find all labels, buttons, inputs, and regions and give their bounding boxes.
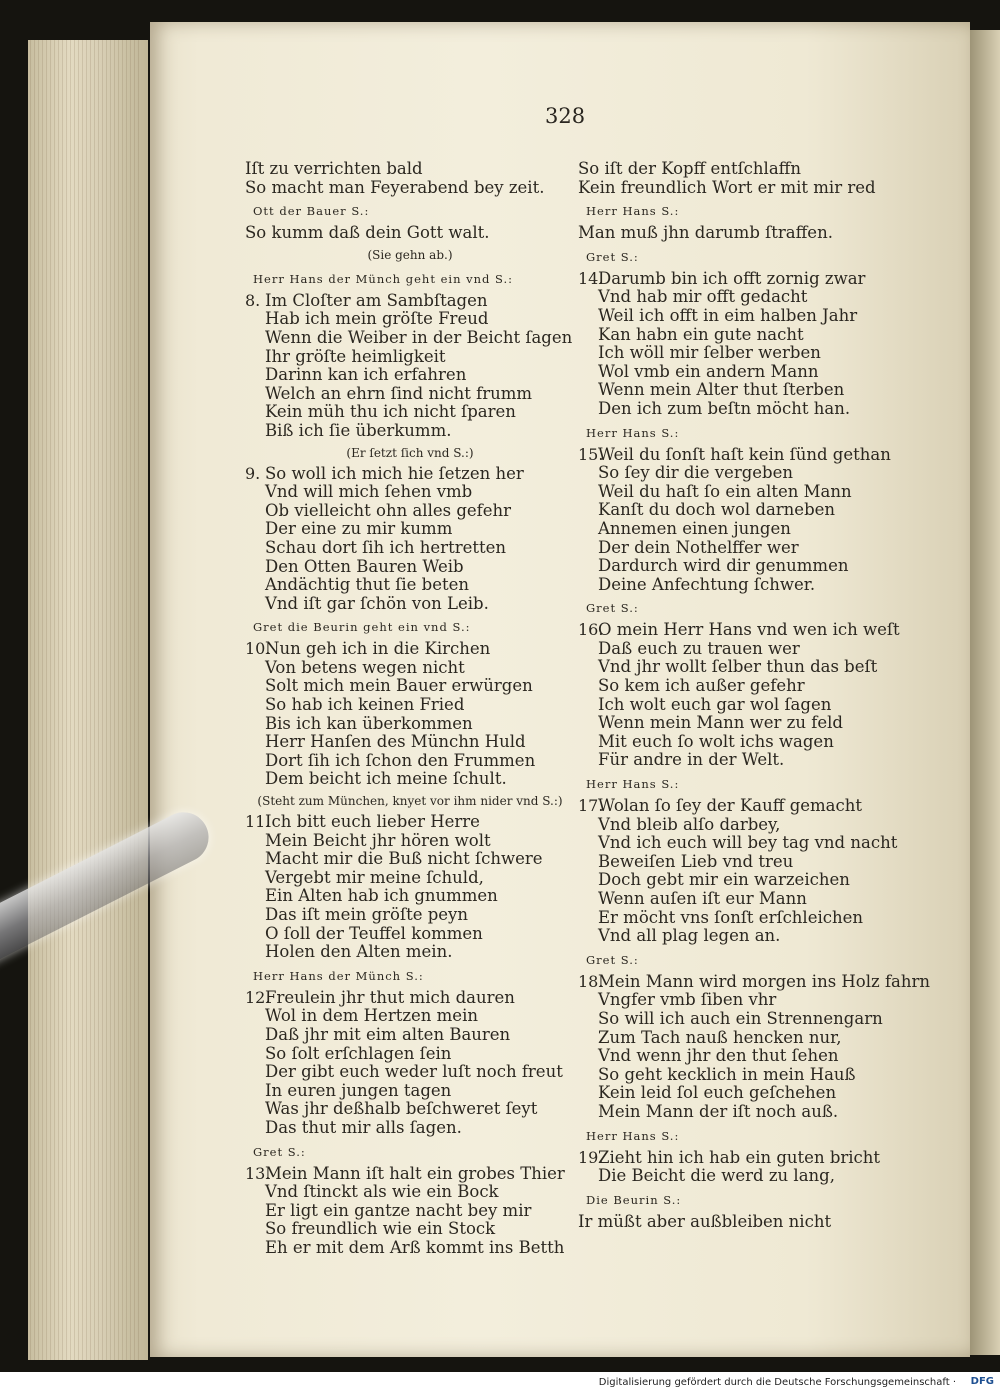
verse-line: Vnd all plag legen an.: [598, 926, 781, 946]
verse-line: Kanſt du doch wol darneben: [598, 500, 836, 520]
verse-number: 11.: [245, 812, 271, 832]
verse-line: [245, 813, 575, 832]
verse-line: [245, 1165, 575, 1184]
verse-line: Welch an ehrn ſind nicht frumm: [265, 383, 533, 403]
verse-line: So kem ich außer gefehr: [598, 676, 805, 696]
verse-line: Das iſt mein gröſte peyn: [265, 905, 469, 924]
verse-line: Den Otten Bauren Weib: [265, 556, 464, 576]
verse-number: 12.: [245, 987, 271, 1007]
verse-line: Macht mir die Buß nicht ſchwere: [265, 849, 543, 869]
verse-line: Vnd wenn jhr den thut ſehen: [598, 1046, 839, 1066]
speaker-heading: Gret die Beurin geht ein vnd S.:: [253, 620, 471, 635]
verse-line: Daß euch zu trauen wer: [598, 638, 800, 658]
verse-line: Ihr gröſte heimligkeit: [265, 346, 446, 366]
verse-line: Holen den Alten mein.: [265, 942, 453, 962]
verse-line: Wenn die Weiber in der Beicht ſagen: [265, 327, 573, 347]
verse-line: Wenn auſen iſt eur Mann: [598, 889, 807, 908]
verse: [245, 1165, 575, 1258]
verse-number: 10.: [245, 639, 271, 659]
speaker-heading: Herr Hans S.:: [586, 777, 680, 792]
verse-line: Schau dort ſih ich hertretten: [265, 537, 506, 557]
verse: [578, 446, 908, 595]
verse-line: Der eine zu mir kumm: [265, 519, 453, 539]
verse-line: Wol in dem Hertzen mein: [265, 1006, 478, 1026]
verse-line: Kein leid ſol euch geſchehen: [598, 1083, 837, 1103]
verse-line: Vnd ſtinckt als wie ein Bock: [265, 1182, 499, 1202]
verse-line-text: Im Cloſter am Sambſtagen: [265, 290, 488, 310]
verse-line: [578, 446, 908, 465]
verse-line: [578, 971, 931, 992]
verse-line: Vnd ich euch will bey tag vnd nacht: [598, 833, 898, 853]
verse-line: Weil du haſt ſo ein alten Mann: [598, 481, 852, 501]
verse-line: Zum Tach nauß hencken nur,: [598, 1027, 842, 1047]
verse-line: So will ich auch ein Strennengarn: [598, 1008, 883, 1028]
text-line: Ir müßt aber außbleiben nicht: [578, 1211, 832, 1231]
speaker-heading: Herr Hans S.:: [586, 204, 680, 219]
verse-line: Weil ich offt in eim halben Jahr: [598, 305, 858, 325]
verse: [245, 989, 575, 1138]
verse: [578, 621, 908, 770]
verse-number: 16.: [578, 620, 604, 640]
verse-line: Vnd bleib alſo darbey,: [598, 814, 781, 834]
verse-line: Dem beicht ich meine ſchult.: [265, 769, 507, 789]
verse-line-text: Nun geh ich in die Kirchen: [265, 639, 491, 659]
verse-line: So freundlich wie ein Stock: [265, 1219, 496, 1239]
page-number: 328: [545, 104, 586, 128]
verse-line: Der dein Nothelffer wer: [598, 537, 799, 557]
speaker-heading: Die Beurin S.:: [586, 1192, 682, 1207]
verse: [578, 797, 908, 946]
verse-line: Biß ich ſie überkumm.: [265, 420, 452, 440]
verse-line: Ob vielleicht ohn alles gefehr: [265, 500, 512, 520]
verse-line: Dardurch wird dir genummen: [598, 556, 849, 576]
verse-line: Mein Beicht jhr hören wolt: [265, 830, 491, 850]
verse-line: Was jhr deßhalb beſchweret ſeyt: [265, 1099, 538, 1119]
verse-line: Deine Anfechtung ſchwer.: [598, 574, 816, 594]
verse: [245, 292, 575, 441]
verse-line: Mein Mann der iſt noch auß.: [598, 1101, 839, 1121]
verse-line: So ſey dir die vergeben: [598, 463, 793, 483]
verse-line: Solt mich mein Bauer erwürgen: [265, 676, 533, 696]
verse-line: Das thut mir alls ſagen.: [265, 1117, 462, 1137]
speaker-heading: Gret S.:: [586, 249, 639, 264]
verse-line: Die Beicht die werd zu lang,: [598, 1166, 835, 1186]
verse-line: Herr Hanſen des Münchn Huld: [265, 732, 526, 752]
verse: [245, 640, 575, 789]
facing-page-edge: [970, 30, 1000, 1355]
verse-line-text: Wolan ſo ſey der Kauff gemacht: [598, 796, 863, 816]
verse-line: Bis ich kan überkommen: [265, 713, 473, 733]
verse: [245, 465, 575, 614]
stage-direction: (Sie gehn ab.): [367, 247, 453, 262]
verse-line: Hab ich mein gröſte Freud: [265, 309, 489, 329]
verse-line: Eh er mit dem Arß kommt ins Betth: [265, 1237, 565, 1257]
verse-line: Beweiſen Lieb vnd treu: [598, 851, 794, 871]
verse-line: Mit euch ſo wolt ichs wagen: [598, 731, 834, 751]
verse-line: Vnd jhr wollt ſelber thun das beſt: [598, 657, 878, 677]
verse-line: Darinn kan ich erfahren: [265, 365, 467, 385]
verse-number: 14.: [578, 268, 604, 288]
funding-notice: Digitalisierung gefördert durch die Deutsche Forschungsgemeinschaft ·: [598, 1377, 956, 1388]
text-line: Iſt zu verrichten bald: [245, 159, 423, 178]
verse-number: 17.: [578, 796, 604, 816]
verse-line: [578, 1149, 908, 1168]
verse-line: Annemen einen jungen: [598, 518, 791, 538]
verse-number: 13.: [245, 1163, 271, 1183]
verse-line: Ich wöll mir ſelber werben: [598, 343, 821, 363]
verse-line: Ich wolt euch gar wol ſagen: [598, 694, 832, 714]
stage-direction: (Er ſetzt ſich vnd S.:): [346, 445, 474, 460]
verse-line-text: Freulein jhr thut mich dauren: [265, 987, 515, 1007]
verse-line: Für andre in der Welt.: [598, 750, 785, 770]
verse-line: Er möcht vns ſonſt erſchleichen: [598, 907, 864, 927]
verse: [578, 270, 908, 419]
speaker-heading: Ott der Bauer S.:: [253, 204, 370, 219]
verse-line: [245, 640, 575, 659]
verse-line: Wenn mein Alter thut ſterben: [598, 380, 845, 400]
verse-line: [245, 465, 575, 484]
verse-line: Wol vmb ein andern Mann: [598, 361, 819, 381]
verse-line: Vnd hab mir offt gedacht: [598, 287, 808, 307]
verse-line-text: O mein Herr Hans vnd wen ich weſt: [598, 620, 900, 640]
verse-line: Kan habn ein gute nacht: [598, 324, 804, 344]
verse-line: O ſoll der Teuffel kommen: [265, 923, 483, 943]
verse-line: So hab ich keinen Fried: [265, 695, 465, 715]
verse-line: Wenn mein Mann wer zu feld: [598, 713, 843, 733]
verse-line-text: Mein Mann iſt halt ein grobes Thier: [265, 1163, 565, 1183]
verse-line: Er ligt ein gantze nacht bey mir: [265, 1200, 532, 1220]
right-column: [578, 159, 931, 1231]
verse-line: Andächtig thut ſie beten: [265, 575, 470, 595]
verse-number: 8.: [245, 290, 261, 310]
verse-number: 19.: [578, 1147, 604, 1167]
verse-line: [245, 292, 575, 311]
verse-line: Vergebt mir meine ſchuld,: [265, 867, 484, 887]
verse-line: So geht kecklich in mein Hauß: [598, 1064, 856, 1084]
speaker-heading: Herr Hans S.:: [586, 1128, 680, 1143]
speaker-heading: Herr Hans S.:: [586, 425, 680, 440]
verse-line-text: Weil du ſonſt haſt kein ſünd gethan: [598, 444, 891, 464]
verse-line: Vnd iſt gar ſchön von Leib.: [265, 593, 489, 613]
verse-line: Den ich zum beſtn möcht han.: [598, 398, 851, 418]
verse-line: Daß jhr mit eim alten Bauren: [265, 1024, 511, 1044]
speaker-heading: Herr Hans der Münch S.:: [253, 968, 424, 983]
verse-line: Dort ſih ich ſchon den Frummen: [265, 750, 536, 770]
verse-line: Doch gebt mir ein warzeichen: [598, 870, 850, 890]
text-line: Kein freundlich Wort er mit mir red: [578, 177, 876, 197]
verse-line-text: Darumb bin ich offt zornig zwar: [598, 268, 866, 288]
verse-line: [578, 797, 908, 816]
speaker-heading: Gret S.:: [586, 952, 639, 967]
verse-line: [245, 989, 575, 1008]
stage-direction: (Steht zum München, knyet vor ihm nider vnd S.:): [257, 794, 563, 809]
verse: [245, 813, 575, 962]
verse: [578, 971, 931, 1122]
speaker-heading: Herr Hans der Münch geht ein vnd S.:: [253, 271, 514, 286]
verse-line: Ein Alten hab ich gnummen: [265, 886, 498, 906]
verse-line: [578, 270, 908, 289]
dfg-logo: DFG: [970, 1376, 994, 1387]
verse-line: Vnd will mich ſehen vmb: [265, 482, 473, 502]
text-line: So kumm daß dein Gott walt.: [245, 223, 490, 243]
verse-line: In euren jungen tagen: [265, 1080, 452, 1100]
verse-line: Der gibt euch weder luſt noch freut: [265, 1062, 563, 1082]
verse-line-text: So woll ich mich hie ſetzen her: [265, 463, 524, 483]
text-line: Man muß jhn darumb ſtraffen.: [578, 223, 833, 243]
verse-line-text: Zieht hin ich hab ein guten bricht: [598, 1147, 881, 1167]
verse-number: 9.: [245, 463, 261, 483]
verse-line: [578, 621, 908, 640]
speaker-heading: Gret S.:: [253, 1144, 306, 1159]
verse-line-text: Mein Mann wird morgen ins Holz fahrn: [598, 971, 931, 991]
text-line: So macht man Feyerabend bey zeit.: [245, 177, 545, 197]
page-stack-lines: [30, 40, 140, 1360]
verse: [578, 1149, 908, 1186]
verse-number: 15.: [578, 444, 604, 464]
verse-line: Vngfer vmb ſiben vhr: [598, 990, 777, 1010]
speaker-heading: Gret S.:: [586, 601, 639, 616]
verse-line: So ſolt erſchlagen ſein: [265, 1043, 452, 1063]
verse-line: Von betens wegen nicht: [265, 657, 465, 677]
verse-line: Kein müh thu ich nicht ſparen: [265, 402, 516, 422]
verse-number: 18.: [578, 971, 604, 991]
left-column: [245, 160, 575, 1258]
text-line: So iſt der Kopff entſchlaffn: [578, 159, 802, 178]
verse-line-text: Ich bitt euch lieber Herre: [265, 812, 480, 832]
